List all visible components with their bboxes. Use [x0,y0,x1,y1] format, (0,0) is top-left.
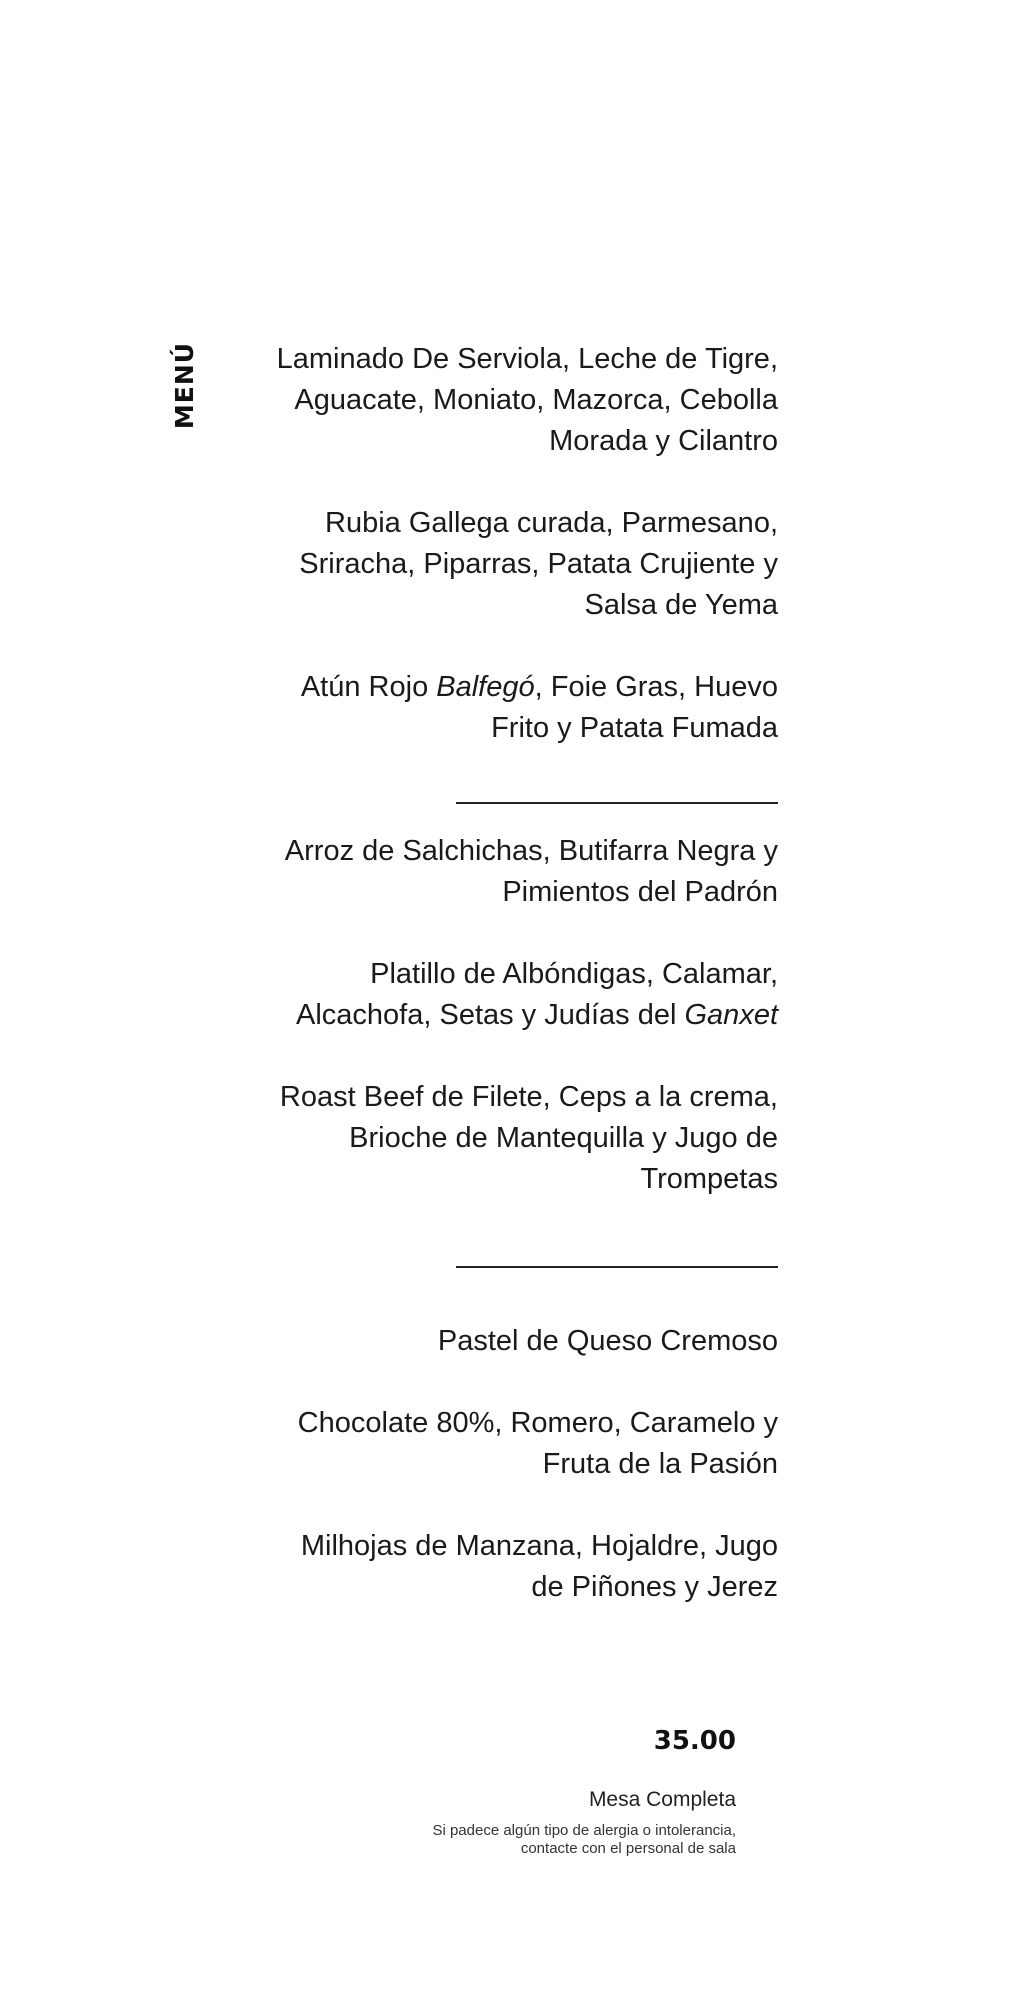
dish-italic-brand: Ganxet [684,999,778,1031]
dish-arroz [220,831,778,913]
dish-line: Milhojas de Manzana, Hojaldre, Jugo [300,1530,778,1562]
dish-line: Aguacate, Moniato, Mazorca, Cebolla [294,384,778,416]
dish-line: Pimientos del Padrón [502,876,778,908]
dish-line: de Piñones y Jerez [531,1571,778,1603]
dish-line: Rubia Gallega curada, Parmesano, [325,507,778,539]
dish-line: Salsa de Yema [584,589,778,621]
price-note: Mesa Completa [588,1788,736,1811]
dish-line: Trompetas [640,1163,778,1195]
desserts-section [220,1321,778,1608]
dish-line: Atún Rojo [300,671,437,703]
dish-line: Brioche de Mantequilla y Jugo de [349,1122,778,1154]
dish-line: Chocolate 80%, Romero, Caramelo y [297,1407,778,1439]
dish-line: Arroz de Salchichas, Butifarra Negra y [284,835,778,867]
section-divider [456,1266,778,1268]
dish-serviola [220,339,778,462]
dish-line: Frito y Patata Fumada [491,712,778,744]
dish-italic-brand: Balfegó [436,671,535,703]
menu-price: 35.00 [653,1726,736,1756]
dish-atun-rojo [220,667,778,749]
dish-line: Platillo de Albóndigas, Calamar, [370,958,778,990]
dish-line: Laminado De Serviola, Leche de Tigre, [276,343,778,375]
dish-line: Morada y Cilantro [549,425,778,457]
dish-line: , Foie Gras, Huevo [534,671,778,703]
starters-section [220,339,778,749]
dish-rubia-gallega [220,503,778,626]
menu-title: MENÚ [170,341,200,429]
dish-platillo [220,954,778,1036]
dish-chocolate [220,1403,778,1485]
dish-line: Pastel de Queso Cremoso [437,1325,778,1357]
allergy-line: Si padece algún tipo de alergia o intolerancia, [432,1822,736,1839]
mains-section [220,831,778,1200]
allergy-line: contacte con el personal de sala [520,1840,736,1857]
dish-line: Roast Beef de Filete, Ceps a la crema, [279,1081,778,1113]
dish-line: Sriracha, Piparras, Patata Crujiente y [299,548,778,580]
dish-line: Alcachofa, Setas y Judías del [296,999,685,1031]
allergy-notice [300,1822,736,1858]
section-divider [456,802,778,804]
dish-roast-beef [220,1077,778,1200]
menu-vertical-label [168,341,202,429]
dish-pastel-queso [220,1321,778,1362]
dish-milhojas [220,1526,778,1608]
dish-line: Fruta de la Pasión [542,1448,778,1480]
